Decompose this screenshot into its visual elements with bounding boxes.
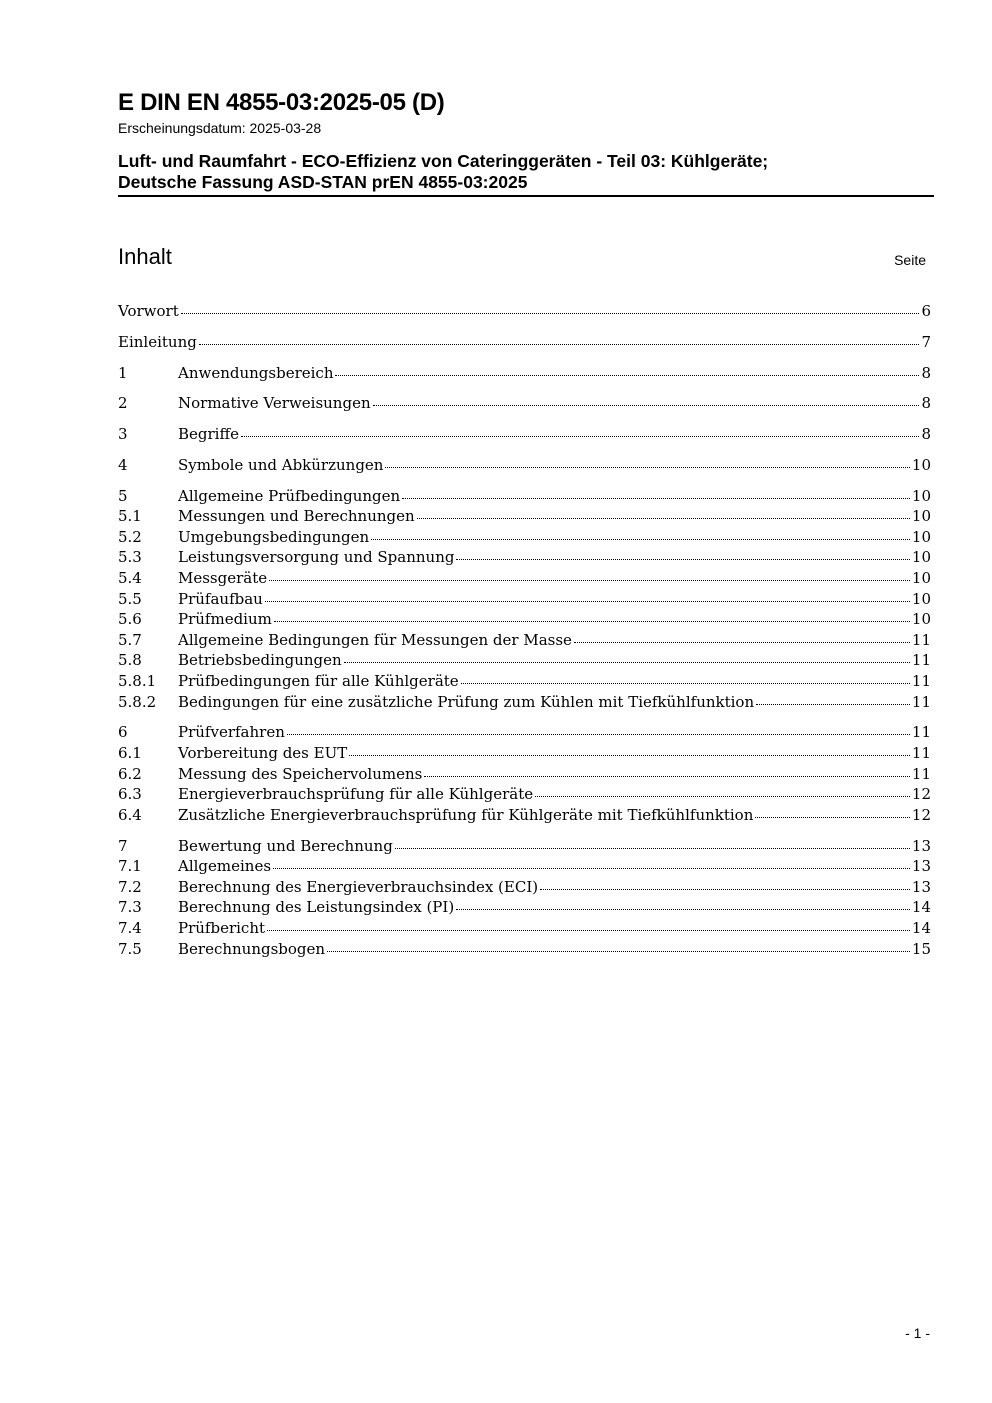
toc-entry-label: Begriffe — [178, 425, 240, 444]
dot-leader — [287, 734, 910, 735]
toc-entry-label: Berechnung des Leistungsindex (PI) — [178, 898, 455, 917]
toc-entry-number: 5.8.1 — [118, 672, 157, 691]
toc-entry-number: 3 — [118, 425, 128, 444]
dot-leader — [540, 889, 910, 890]
toc-entry-page: 14 — [911, 898, 931, 917]
toc-entry[interactable] — [118, 393, 931, 414]
toc-entry[interactable] — [118, 856, 931, 877]
toc-entry-label: Prüfmedium — [178, 610, 272, 629]
dot-leader — [417, 518, 910, 519]
toc-entry-label: Vorbereitung des EUT — [178, 744, 348, 762]
toc-entry-page: 11 — [911, 692, 931, 711]
dot-leader — [371, 539, 910, 540]
toc-entry-page: 8 — [921, 425, 931, 444]
dot-leader — [385, 467, 909, 468]
toc-entry-number: 4 — [118, 455, 128, 474]
toc-entry-page: 10 — [911, 527, 931, 546]
toc-entry-label: Bedingungen für eine zusätzliche Prüfung zum Kühlen mit Tiefkühlfunktion — [178, 692, 755, 711]
toc-entry-page: 10 — [911, 548, 931, 567]
toc-entry[interactable] — [118, 630, 931, 651]
toc-entry-page: 10 — [911, 507, 931, 526]
toc-entry-label: Prüfverfahren — [178, 723, 285, 742]
toc-entry-number: 5.6 — [118, 610, 142, 629]
toc-entry-label: Berechnung des Energieverbrauchsindex (ECI) — [178, 877, 539, 896]
dot-leader — [335, 375, 919, 376]
toc-entry-number: 6.4 — [118, 805, 142, 824]
toc-entry[interactable] — [118, 332, 931, 353]
toc-entry[interactable] — [118, 692, 931, 713]
toc-entry-label: Vorwort — [118, 302, 179, 320]
toc-entry-label: Allgemeines — [178, 857, 272, 876]
dot-leader — [424, 776, 910, 777]
toc-entry-number: 7.1 — [118, 857, 142, 876]
toc-entry-page: 10 — [911, 610, 931, 629]
dot-leader — [535, 796, 910, 797]
toc-entry[interactable] — [118, 836, 931, 857]
toc-entry-number: 2 — [118, 394, 128, 413]
toc-entry[interactable] — [118, 363, 931, 384]
toc-entry-number: 6.1 — [118, 744, 142, 762]
dot-leader — [574, 642, 910, 643]
toc-entry[interactable] — [118, 486, 931, 507]
dot-leader — [395, 848, 910, 849]
dot-leader — [756, 704, 910, 705]
table-of-contents — [118, 301, 931, 959]
toc-entry-page: 13 — [911, 836, 931, 855]
toc-entry-number: 5.1 — [118, 507, 142, 526]
dot-leader — [373, 405, 920, 406]
toc-entry-page: 8 — [921, 363, 931, 382]
toc-entry-label: Prüfbericht — [178, 918, 266, 937]
toc-entry-number: 6 — [118, 723, 128, 742]
toc-entry-page: 13 — [911, 857, 931, 876]
dot-leader — [267, 930, 910, 931]
dot-leader — [269, 580, 910, 581]
toc-entry-page: 13 — [911, 877, 931, 896]
dot-leader — [402, 498, 910, 499]
toc-entry[interactable] — [118, 424, 931, 445]
toc-entry-page: 11 — [911, 744, 931, 762]
toc-entry-page: 11 — [911, 764, 931, 783]
toc-entry[interactable] — [118, 784, 931, 805]
document-title — [118, 151, 934, 197]
page-column-label: Seite — [894, 252, 926, 268]
toc-entry-label: Allgemeine Bedingungen für Messungen der Masse — [178, 630, 572, 649]
dot-leader — [199, 344, 920, 345]
toc-entry-number: 7.2 — [118, 877, 142, 896]
toc-entry-page: 11 — [911, 630, 931, 649]
toc-entry[interactable] — [118, 609, 931, 630]
dot-leader — [461, 683, 910, 684]
dot-leader — [181, 313, 920, 314]
dot-leader — [344, 662, 910, 663]
dot-leader — [265, 601, 910, 602]
toc-entry-number: 5 — [118, 486, 128, 505]
toc-entry[interactable] — [118, 722, 931, 743]
toc-entry-number: 6.2 — [118, 764, 142, 783]
toc-entry[interactable] — [118, 650, 931, 671]
toc-entry-number: 1 — [118, 363, 128, 382]
toc-entry-number: 7.4 — [118, 918, 142, 937]
toc-entry-page: 7 — [921, 332, 931, 351]
toc-entry[interactable] — [118, 301, 931, 322]
toc-entry-label: Anwendungsbereich — [178, 363, 334, 382]
toc-entry[interactable] — [118, 877, 931, 898]
toc-entry-label: Einleitung — [118, 332, 197, 351]
toc-entry-label: Energieverbrauchsprüfung für alle Kühlgeräte — [178, 785, 534, 804]
toc-entry-page: 11 — [911, 651, 931, 670]
dot-leader — [241, 436, 919, 437]
toc-entry-label: Messgeräte — [178, 569, 268, 588]
toc-entry-page: 15 — [911, 939, 931, 958]
toc-entry-number: 5.8.2 — [118, 692, 157, 711]
toc-entry-number: 7 — [118, 836, 128, 855]
toc-entry-number: 5.4 — [118, 569, 142, 588]
toc-entry-page: 6 — [921, 302, 931, 320]
toc-entry-number: 5.7 — [118, 630, 142, 649]
toc-entry-number: 5.8 — [118, 651, 142, 670]
toc-entry[interactable] — [118, 897, 931, 918]
toc-entry-label: Leistungsversorgung und Spannung — [178, 548, 455, 567]
toc-entry-label: Bewertung und Berechnung — [178, 836, 393, 855]
toc-entry[interactable] — [118, 527, 931, 548]
toc-entry[interactable] — [118, 743, 931, 764]
toc-entry[interactable] — [118, 506, 931, 527]
toc-entry[interactable] — [118, 568, 931, 589]
toc-entry-label: Betriebsbedingungen — [178, 651, 342, 670]
toc-entry-label: Zusätzliche Energieverbrauchsprüfung für Kühlgeräte mit Tiefkühlfunktion — [178, 805, 754, 824]
toc-entry-page: 11 — [911, 672, 931, 691]
toc-entry-number: 5.3 — [118, 548, 142, 567]
toc-entry-label: Umgebungsbedingungen — [178, 527, 370, 546]
title-line-1: Luft- und Raumfahrt - ECO-Effizienz von Cateringgeräten - Teil 03: Kühlgeräte; — [118, 151, 769, 171]
dot-leader — [327, 951, 910, 952]
dot-leader — [456, 909, 910, 910]
toc-entry[interactable] — [118, 671, 931, 692]
publication-date: Erscheinungsdatum: 2025-03-28 — [118, 120, 322, 136]
dot-leader — [273, 868, 910, 869]
toc-entry-page: 12 — [911, 785, 931, 804]
toc-entry[interactable] — [118, 918, 931, 939]
toc-heading: Inhalt — [118, 244, 172, 269]
toc-entry-page: 10 — [911, 455, 931, 474]
toc-entry-label: Symbole und Abkürzungen — [178, 455, 384, 474]
page-number: - 1 - — [905, 1325, 930, 1341]
toc-entry[interactable] — [118, 939, 931, 960]
toc-entry[interactable] — [118, 805, 931, 826]
toc-entry[interactable] — [118, 589, 931, 610]
toc-entry-label: Allgemeine Prüfbedingungen — [178, 486, 401, 505]
dot-leader — [349, 755, 910, 756]
toc-entry-number: 7.5 — [118, 939, 142, 958]
toc-entry[interactable] — [118, 455, 931, 476]
toc-entry-page: 10 — [911, 589, 931, 608]
dot-leader — [274, 621, 910, 622]
document-header — [118, 88, 934, 197]
toc-entry-label: Messung des Speichervolumens — [178, 764, 423, 783]
toc-entry-page: 10 — [911, 486, 931, 505]
toc-entry-label: Berechnungsbogen — [178, 939, 326, 958]
toc-entry-page: 10 — [911, 569, 931, 588]
toc-entry-number: 5.2 — [118, 527, 142, 546]
toc-entry-page: 12 — [911, 805, 931, 824]
toc-entry-number: 7.3 — [118, 898, 142, 917]
toc-entry-page: 14 — [911, 918, 931, 937]
toc-entry-label: Normative Verweisungen — [178, 394, 371, 413]
toc-entry-label: Prüfbedingungen für alle Kühlgeräte — [178, 672, 459, 691]
toc-entry-page: 8 — [921, 394, 931, 413]
dot-leader — [456, 559, 909, 560]
dot-leader — [755, 817, 910, 818]
toc-entry[interactable] — [118, 547, 931, 568]
toc-entry[interactable] — [118, 764, 931, 785]
toc-heading-row — [118, 244, 926, 274]
toc-entry-number: 6.3 — [118, 785, 142, 804]
toc-entry-page: 11 — [911, 723, 931, 742]
toc-entry-number: 5.5 — [118, 589, 142, 608]
toc-entry-label: Messungen und Berechnungen — [178, 507, 415, 526]
toc-entry-label: Prüfaufbau — [178, 589, 263, 608]
title-line-2: Deutsche Fassung ASD-STAN prEN 4855-03:2025 — [118, 172, 528, 192]
document-id: E DIN EN 4855-03:2025-05 (D) — [118, 89, 445, 116]
